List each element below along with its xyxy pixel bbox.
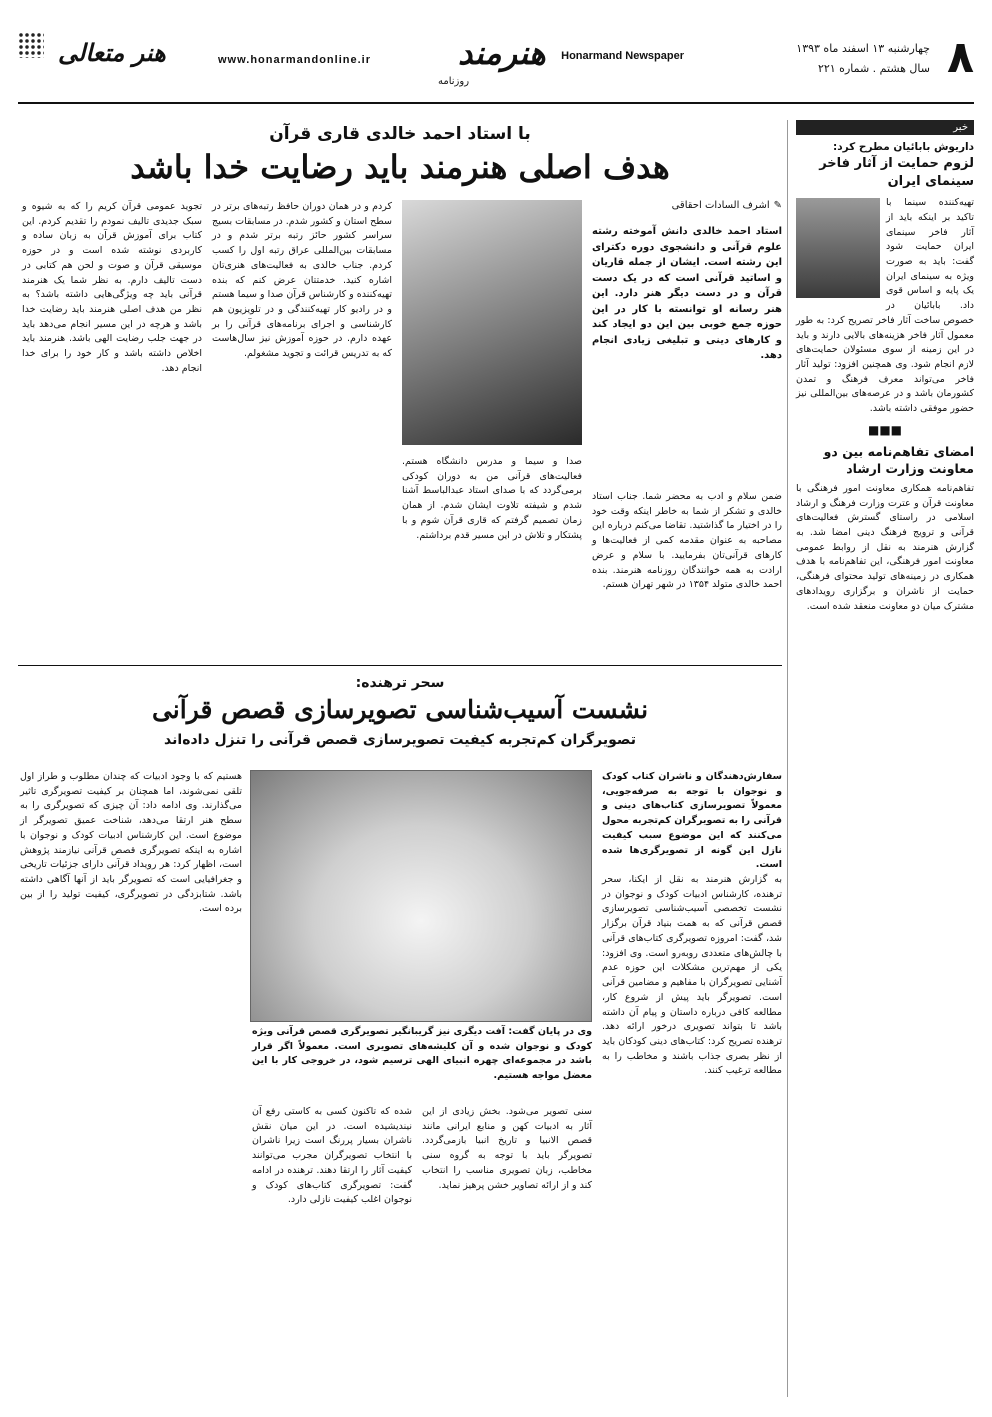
sidebar-title-2: امضای تفاهم‌نامه بین دو معاونت وزارت ارشاد bbox=[823, 443, 974, 477]
newspaper-logo-sub: روزنامه bbox=[438, 76, 470, 87]
dot-grid-icon bbox=[18, 32, 44, 58]
sidebar-news bbox=[787, 120, 974, 1397]
article-column: تجوید عمومی قرآن کریم را که به شیوه و سبک جدیدی تالیف نمودم را تقدیم کردم. این کتاب برای آموزش قرآن به زبان ساده و کاربردی نوشته شده است و در حوزه موسیقی قرآن و صوت و لحن هم کتابی در دست تالیف دارم. به نظر شما یک هنرمند قرآنی باید چه ویژگی‌هایی داشته باشد؟ به نظر من هدف اصلی هنرمند باید رضایت خدا باشد و هرچه در این مسیر انجام می‌دهد باید در جهت جلب رضایت الهی باشد. هنرمند باید اخلاص داشته باشد و کار خود را برای خدا انجام دهد. bbox=[22, 201, 202, 374]
article2-column: سنی تصویر می‌شود. بخش زیادی از این آثار به ادبیات کهن و منابع ایرانی مانند قصص الانبیا و تاریخ انبیا بازمی‌گردد. تصویرگر باید با توجه به گروه سنی مخاطب، زبان تصویری مناسب را انتخاب کند و از ارائه تصاویر خشن پرهیز نماید. bbox=[422, 1106, 592, 1191]
article2-headline: نشست آسیب‌شناسی تصویرسازی قصص قرآنی bbox=[151, 695, 649, 724]
article-column: ضمن سلام و ادب به محضر شما. جناب استاد خالدی و تشکر از شما به خاطر اینکه وقت خود را در اختیار ما گذاشتید. تقاضا می‌کنم درباره این مصاحبه به عنوان مقدمه کمی از فعالیت‌ها و کارهای قرآنی‌تان بفرمایید. با سلام و عرض ارادت به همه خوانندگان روزنامه هنرمند. بنده احمد خالدی متولد ۱۳۵۴ در شهر تهران هستم. bbox=[592, 491, 782, 591]
article-headline: هدف اصلی هنرمند باید رضایت خدا باشد bbox=[130, 148, 670, 186]
news-tag: خبر bbox=[796, 120, 974, 135]
article2-subhead: تصویرگران کم‌تجربه کیفیت تصویرسازی قصص قرآنی را تنزل داده‌اند bbox=[164, 732, 636, 748]
separator: ■■■ bbox=[867, 422, 902, 437]
website-url[interactable]: www.honarmandonline.ir bbox=[218, 54, 371, 66]
interview-article bbox=[18, 200, 782, 660]
image-caption: وی در پایان گفت: آفت دیگری نیز گریبانگیر تصویرگری قصص قرآنی ویژه کودک و نوجوان شده و آن کلیشه‌های تصویری است. معمولاً اگر قرار باشد در مجموعه‌ای چهره انبیای الهی ترسیم شود، در خروجی کار با این معضل مواجه هستیم. bbox=[252, 1026, 592, 1082]
issue-date: چهارشنبه ۱۳ اسفند ماه ۱۳۹۳ bbox=[796, 42, 930, 55]
article-kicker: با استاد احمد خالدی قاری قرآن bbox=[269, 124, 531, 144]
article2-body: به گزارش هنرمند به نقل از ایکنا، سحر ترهنده، کارشناس ادبیات کودک و نوجوان در نشست تخصصی آسیب‌شناسی تصویرسازی قصص قرآنی که به همت بنیاد قرآن برگزار شد، گفت: امروزه تصویرگری کتاب‌های قرآنی با چالش‌های متعددی روبه‌رو است. وی افزود: یکی از مهم‌ترین مشکلات این حوزه عدم آشنایی تصویرگران با مفاهیم و مضامین قرآنی است. تصویرگر باید پیش از شروع کار، مطالعه کافی درباره داستان و پیام آن داشته باشد تا بتواند تصویری درخور ارائه دهد. ترهنده تصریح کرد: کتاب‌های دینی کودکان باید از نظر بصری جذاب باشند و مخاطب را به مطالعه ترغیب کنند. bbox=[602, 874, 782, 1077]
divider bbox=[18, 665, 782, 666]
interviewee-photo bbox=[402, 200, 582, 445]
article-column: صدا و سیما و مدرس دانشگاه هستم. فعالیت‌های قرآنی من به دوران کودکی برمی‌گردد که با صدای استاد عبدالباسط آشنا شدم و شیفته تلاوت ایشان شدم. از همان زمان تصمیم گرفتم که قاری قرآن شوم و با پشتکار و تلاش در این مسیر قدم برداشتم. bbox=[402, 456, 582, 541]
issue-number: سال هشتم . شماره ۲۲۱ bbox=[817, 62, 930, 75]
article2-lead: سفارش‌دهندگان و ناشران کتاب کودک و نوجوان با توجه به صرفه‌جویی، معمولاً تصویرسازی کتاب‌های دینی و قرآنی را به تصویرگران کم‌تجربه محول می‌کنند که این موضوع سبب کیفیت نازل این گونه از تصویرگری‌ها شده است. bbox=[602, 771, 782, 871]
sidebar-body-2: تفاهم‌نامه همکاری معاونت امور فرهنگی با معاونت قرآن و عترت وزارت فرهنگ و ارشاد اسلامی در راستای گسترش فعالیت‌های قرآنی و ترویج فرهنگ دینی امضا شد. به گزارش هنرمند به نقل از روابط عمومی معاونت امور فرهنگی، این تفاهم‌نامه با هدف همکاری در زمینه‌های تولید محتوای فرهنگی، حمایت از ناشران و برگزاری رویدادهای مشترک میان دو معاونت منعقد شده است. bbox=[796, 482, 974, 612]
article2-kicker: سحر ترهنده: bbox=[355, 675, 445, 691]
page-number: ۸ bbox=[947, 32, 974, 83]
article-column: کردم و در همان دوران حافظ رتبه‌های برتر در سطح استان و کشور شدم. در مسابقات بسیج سراسر کشور حائز رتبه برتر شدم و در مسابقات بین‌المللی عراق رتبه اول را کسب کردم. جناب خالدی به فعالیت‌های هنری‌تان اشاره کنید. خدمتتان عرض کنم که بنده تهیه‌کننده و کارشناس قرآن صدا و سیما هستم و در رادیو کار تهیه‌کنندگی و در تلویزیون هم کارشناسی و اجرای برنامه‌های قرآنی را بر عهده دارم. در حوزه آموزش نیز سال‌هاست که به تدریس قرائت و تجوید مشغولم. bbox=[212, 201, 392, 360]
article2-column: شده که تاکنون کسی به کاستی رفع آن نیندیشیده است. در این میان نقش ناشران بسیار پررنگ است زیرا ناشران با انتخاب تصویرگران مجرب می‌توانند کیفیت آثار را ارتقا دهند. ترهنده در ادامه گفت: تصویرگری کتاب‌های کودک و نوجوان اغلب کیفیت نازلی دارد. bbox=[252, 1106, 412, 1206]
article2-column bbox=[602, 770, 782, 1380]
sidebar-kicker: داریوش بابائیان مطرح کرد: bbox=[833, 141, 974, 153]
article2-column: هستیم که با وجود ادبیات که چندان مطلوب و طراز اول تلقی نمی‌شوند، اما همچنان بر کیفیت تصویرگری تاثیر می‌گذارند. وی ادامه داد: آن چیزی که تصویرگری را به سطح هنر ارتقا می‌دهد، شناخت عمیق تصویرگر از موضوع است. این کارشناس ادبیات کودک و نوجوان با اشاره به اینکه تصویرگری قصص قرآنی نیازمند پژوهش است، اظهار کرد: هر رویداد قرآنی دارای جزئیات تاریخی و جغرافیایی است که تصویرگر باید از آنها آگاهی داشته باشد. شتابزدگی در تصویرگری، کیفیت تولید را از بین برده است. bbox=[20, 771, 242, 915]
newspaper-logo: هنرمند bbox=[458, 34, 546, 72]
section-title: هنر متعالی bbox=[58, 38, 166, 67]
masthead bbox=[18, 32, 974, 104]
main-content bbox=[18, 120, 782, 1206]
sidebar-body: تهیه‌کننده سینما با تاکید بر اینکه باید از آثار فاخر سینمای ایران حمایت شود گفت: باید به صورت ویژه به سینمای ایران یک پایه و اساس قوی داد. بابائیان در خصوص ساخت آثار فاخر تصریح کرد: به طور معمول آثار فاخر هزینه‌های بالایی دارند و باید در این زمینه از سوی مسئولان حمایت‌های لازم انجام شود. وی همچنین افزود: تولید آثار فاخر می‌تواند معرف فرهنگ و تمدن کشورمان باشد و در عرصه‌های بین‌المللی نیز حضور موفقی داشته باشد. bbox=[796, 197, 974, 415]
quran-book-image bbox=[250, 770, 592, 1022]
portrait-photo bbox=[796, 198, 880, 298]
byline: ✎ اشرف السادات احقاقی bbox=[592, 200, 782, 211]
paper-name-english: Honarmand Newspaper bbox=[561, 50, 684, 62]
sidebar-title: لزوم حمایت از آثار فاخر سینمای ایران bbox=[819, 156, 974, 189]
article-lead: استاد احمد خالدی دانش آموخته رشته علوم قرآنی و دانشجوی دوره دکترای این رشته است. ایشان از جمله قاریان و اساتید قرآنی است که در یک دست قرآن و در دست دیگر هنر دارد. این هنر رسانه او توانسته با کار در این حوزه جمع خوبی بین این دو ایجاد کند و کارهای دینی و تبلیغی زیادی انجام دهد. bbox=[592, 226, 782, 361]
